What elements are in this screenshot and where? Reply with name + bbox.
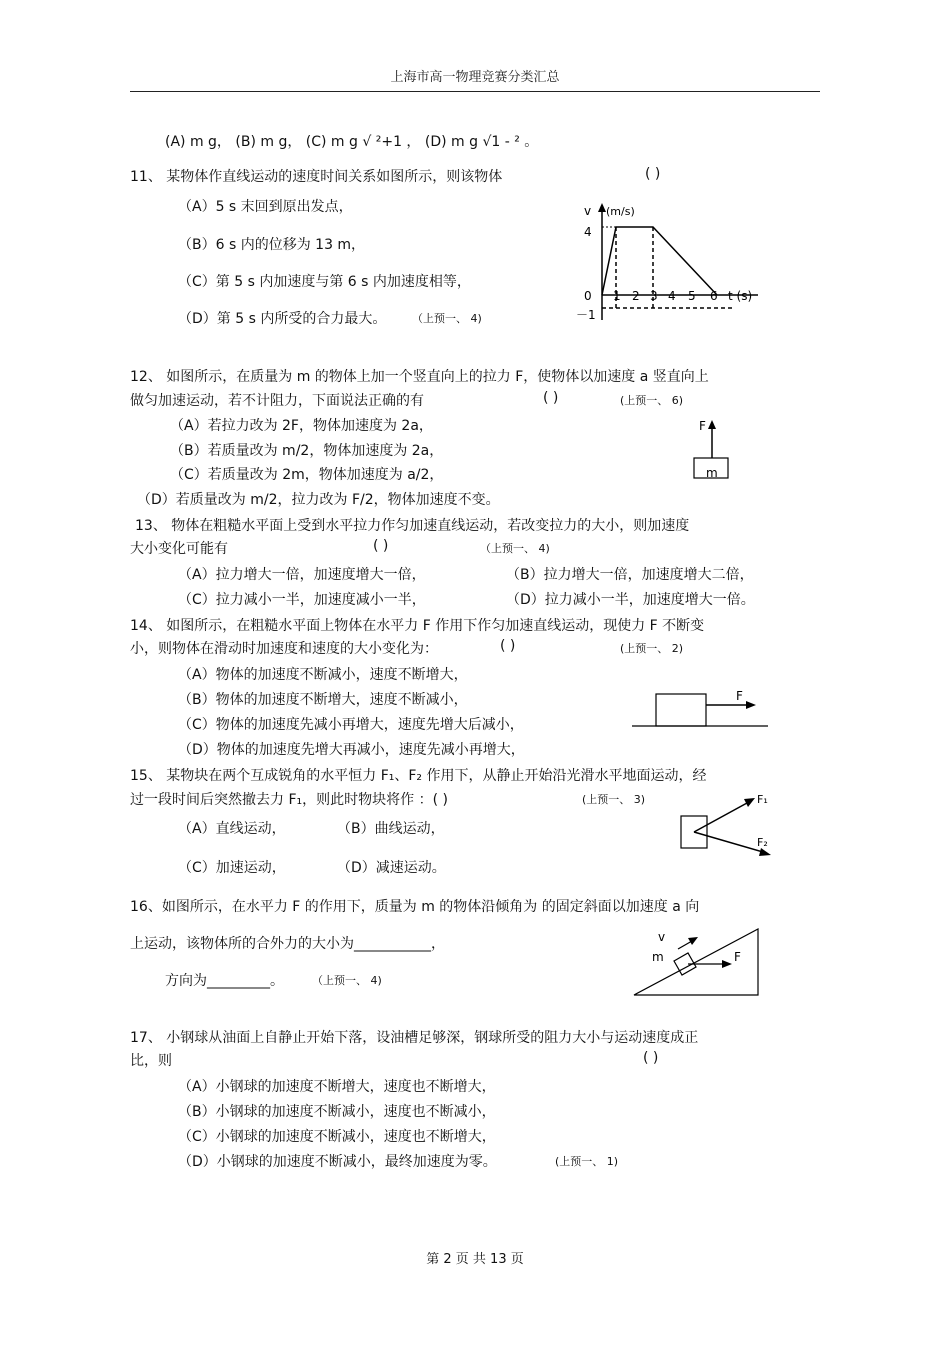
page-header: 上海市高一物理竞赛分类汇总 bbox=[390, 70, 560, 85]
q17-option-b: （B）小钢球的加速度不断减小，速度也不断减小， bbox=[178, 1104, 496, 1120]
graph-tick-5: 5 bbox=[688, 289, 696, 303]
q12-figure bbox=[690, 414, 740, 482]
q15-f2-label: F₂ bbox=[757, 836, 768, 849]
q15-figure bbox=[675, 788, 785, 864]
graph-y-4: 4 bbox=[584, 225, 592, 239]
q14-line2: 小，则物体在滑动时加速度和速度的大小变化为： bbox=[130, 641, 438, 657]
q13-option-d: （D）拉力减小一半，加速度增大一倍。 bbox=[506, 592, 755, 608]
q13-option-b: （B）拉力增大一倍，加速度增大二倍， bbox=[506, 567, 754, 583]
q15-option-b: （B）曲线运动， bbox=[337, 821, 445, 837]
q17-answer-bracket: ( ) bbox=[643, 1050, 659, 1066]
q14-option-c: （C）物体的加速度先减小再增大，速度先增大后减小， bbox=[178, 717, 524, 733]
q12-source-note: (上预一、 6) bbox=[620, 394, 684, 407]
q11-option-d: （D）第 5 s 内所受的合力最大。 bbox=[178, 311, 387, 327]
graph-tick-3: 3 bbox=[650, 289, 658, 303]
q12-option-a: （A）若拉力改为 2F，物体加速度为 2a， bbox=[170, 418, 433, 434]
header-rule bbox=[130, 91, 820, 92]
q17-option-a: （A）小钢球的加速度不断增大，速度也不断增大， bbox=[178, 1079, 496, 1095]
q14-option-b: （B）物体的加速度不断增大，速度不断减小， bbox=[178, 692, 468, 708]
q14-option-d: （D）物体的加速度先增大再减小，速度先减小再增大， bbox=[178, 742, 525, 758]
graph-tick-6: 6 bbox=[710, 289, 718, 303]
graph-tick-1: 1 bbox=[613, 289, 621, 303]
graph-v-unit: (m/s) bbox=[606, 205, 635, 218]
q11-option-c: （C）第 5 s 内加速度与第 6 s 内加速度相等， bbox=[178, 274, 471, 290]
q16-line1: 16、如图所示，在水平力 F 的作用下，质量为 m 的物体沿倾角为 的固定斜面以加速度 a 向 bbox=[130, 899, 700, 915]
q13-line1: 13、 物体在粗糙水平面上受到水平拉力作匀加速直线运动，若改变拉力的大小，则加速度 bbox=[135, 518, 690, 534]
q12-option-d: （D）若质量改为 m/2，拉力改为 F/2，物体加速度不变。 bbox=[137, 492, 500, 508]
q11-velocity-time-graph bbox=[570, 198, 770, 328]
q16-force-label: F bbox=[734, 950, 741, 964]
q13-source-note: （上预一、 4) bbox=[480, 542, 550, 555]
graph-origin: 0 bbox=[584, 289, 592, 303]
q12-answer-bracket: ( ) bbox=[543, 390, 559, 406]
graph-t-label: t (s) bbox=[728, 289, 753, 303]
graph-v-label: v bbox=[584, 204, 592, 218]
q16-v-label: v bbox=[658, 930, 666, 944]
q12-force-label: F bbox=[699, 419, 706, 433]
q14-answer-bracket: ( ) bbox=[500, 638, 516, 654]
q16-m-label: m bbox=[652, 950, 664, 964]
q12-line1: 12、 如图所示，在质量为 m 的物体上加一个竖直向上的拉力 F，使物体以加速度 a 竖直向上 bbox=[130, 369, 709, 385]
q13-answer-bracket: ( ) bbox=[373, 538, 389, 554]
q17-option-c: （C）小钢球的加速度不断减小，速度也不断增大， bbox=[178, 1129, 496, 1145]
q17-line2: 比，则 bbox=[130, 1053, 172, 1069]
page-footer: 第 2 页 共 13 页 bbox=[426, 1252, 524, 1267]
q11-source-note: （上预一、 4) bbox=[412, 312, 482, 325]
q15-option-a: （A）直线运动， bbox=[178, 821, 286, 837]
q10-options: (A) m g， (B) m g， (C) m g √ ²+1 ， (D) m g √1 - ² 。 bbox=[165, 134, 539, 150]
q17-line1: 17、 小钢球从油面上自静止开始下落，设油槽足够深，钢球所受的阻力大小与运动速度成正 bbox=[130, 1030, 699, 1046]
q15-option-c: （C）加速运动， bbox=[178, 860, 286, 876]
graph-tick-4: 4 bbox=[668, 289, 676, 303]
q12-option-b: （B）若质量改为 m/2，物体加速度为 2a， bbox=[170, 443, 444, 459]
graph-tick-2: 2 bbox=[632, 289, 640, 303]
q17-option-d: （D）小钢球的加速度不断减小，最终加速度为零。 bbox=[178, 1154, 497, 1170]
q14-force-label: F bbox=[736, 689, 743, 703]
q11-answer-bracket: ( ) bbox=[645, 166, 661, 182]
q17-source-note: (上预一、 1) bbox=[555, 1155, 619, 1168]
q15-f1-label: F₁ bbox=[757, 793, 768, 806]
q14-line1: 14、 如图所示，在粗糙水平面上物体在水平力 F 作用下作匀加速直线运动，现使力 F 不断变 bbox=[130, 618, 705, 634]
q11-option-a: （A）5 s 末回到原出发点， bbox=[178, 199, 353, 215]
q16-source-note: （上预一、 4) bbox=[312, 974, 382, 987]
q12-option-c: （C）若质量改为 2m，物体加速度为 a/2， bbox=[170, 467, 444, 483]
q14-option-a: （A）物体的加速度不断减小，速度不断增大， bbox=[178, 667, 468, 683]
q11-stem: 11、 某物体作直线运动的速度时间关系如图所示，则该物体 bbox=[130, 169, 503, 185]
q16-line3: 方向为_________。 bbox=[165, 973, 284, 989]
q12-mass-label: m bbox=[706, 466, 718, 480]
q12-line2: 做匀加速运动，若不计阻力，下面说法正确的有 bbox=[130, 393, 424, 409]
q16-line2: 上运动，该物体所的合外力的大小为___________， bbox=[130, 936, 445, 952]
q13-option-a: （A）拉力增大一倍，加速度增大一倍， bbox=[178, 567, 426, 583]
q14-figure bbox=[630, 686, 770, 730]
q13-option-c: （C）拉力减小一半，加速度减小一半， bbox=[178, 592, 426, 608]
q15-line1: 15、 某物块在两个互成锐角的水平恒力 F₁、F₂ 作用下，从静止开始沿光滑水平地面运动，经 bbox=[130, 768, 707, 784]
q15-source-note: (上预一、 3) bbox=[582, 793, 646, 806]
q15-line2: 过一段时间后突然撤去力 F₁，则此时物块将作 ：( ) bbox=[130, 792, 448, 808]
q11-option-b: （B）6 s 内的位移为 13 m， bbox=[178, 237, 366, 253]
q14-source-note: (上预一、 2) bbox=[620, 642, 684, 655]
q16-figure bbox=[630, 925, 765, 997]
graph-y-neg1: －1 bbox=[576, 308, 596, 322]
q13-line2: 大小变化可能有 bbox=[130, 541, 228, 557]
q15-option-d: （D）减速运动。 bbox=[337, 860, 446, 876]
